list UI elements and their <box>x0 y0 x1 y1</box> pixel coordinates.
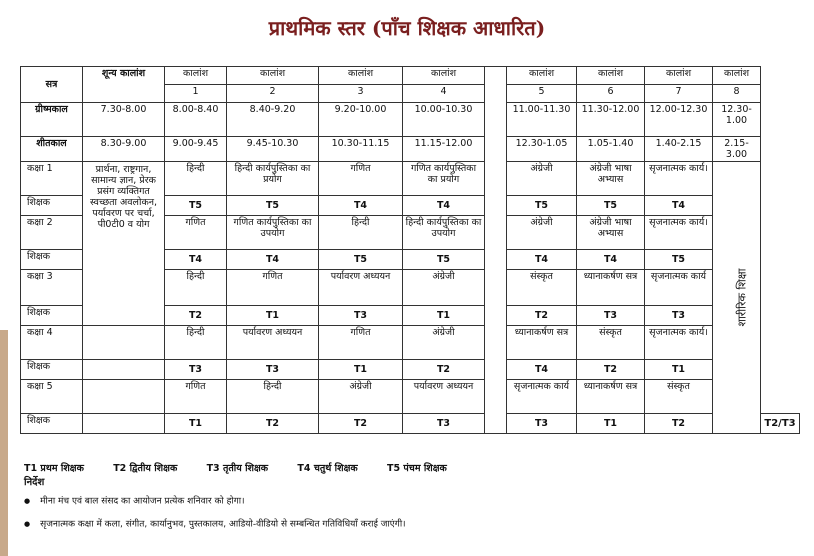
time-cell: 11.15-12.00 <box>403 137 485 162</box>
subject-cell: अंग्रेजी <box>507 216 577 250</box>
subject-cell: संस्कृत <box>577 326 645 360</box>
subject-cell: पर्यावरण अध्ययन <box>319 270 403 306</box>
summer-label: ग्रीष्मकाल <box>21 103 83 137</box>
time-cell: 12.30-1.05 <box>507 137 577 162</box>
subject-cell: संस्कृत <box>507 270 577 306</box>
period-number: 6 <box>577 85 645 103</box>
lunch-break <box>485 67 507 434</box>
teacher-code: T5 <box>645 250 713 270</box>
period-header: कालांश <box>645 67 713 85</box>
subject-cell: गणित <box>165 216 227 250</box>
period-header: कालांश <box>713 67 761 85</box>
subject-cell: सृजनात्मक कार्य <box>507 380 577 414</box>
subject-cell: गणित <box>319 162 403 196</box>
teacher-code: T3 <box>577 306 645 326</box>
subject-cell: सृजनात्मक कार्य <box>645 270 713 306</box>
teacher-code: T2 <box>403 360 485 380</box>
legend-item: T4 चतुर्थ शिक्षक <box>297 463 358 474</box>
period-number: 2 <box>227 85 319 103</box>
teacher-code: T2 <box>227 414 319 434</box>
subject-cell: संस्कृत <box>645 380 713 414</box>
subject-cell: हिन्दी <box>165 162 227 196</box>
period-number: 4 <box>403 85 485 103</box>
time-cell: 8.30-9.00 <box>83 137 165 162</box>
physical-education <box>713 162 761 434</box>
time-cell: 1.40-2.15 <box>645 137 713 162</box>
winter-label: शीतकाल <box>21 137 83 162</box>
subject-cell: हिन्दी कार्यपुस्तिका का प्रयोग <box>227 162 319 196</box>
note-item: ● मीना मंच एवं बाल संसद का आयोजन प्रत्येक शनिवार को होगा। <box>40 490 800 513</box>
time-cell: 8.00-8.40 <box>165 103 227 137</box>
period-number: 7 <box>645 85 713 103</box>
subject-cell: गणित कार्यपुस्तिका का प्रयोग <box>403 162 485 196</box>
subject-cell: अंग्रेजी <box>319 380 403 414</box>
teacher-code: T2 <box>507 306 577 326</box>
teacher-code: T2 <box>577 360 645 380</box>
zero-period-empty <box>83 326 165 360</box>
time-cell: 11.30-12.00 <box>577 103 645 137</box>
teacher-code: T1 <box>577 414 645 434</box>
class-row-4 <box>21 326 800 360</box>
legend-item: T2 द्वितीय शिक्षक <box>113 463 178 474</box>
teacher-code: T5 <box>507 196 577 216</box>
period-header: कालांश <box>165 67 227 85</box>
teacher-label: शिक्षक <box>21 196 83 216</box>
teacher-code: T3 <box>403 414 485 434</box>
subject-cell: गणित <box>227 270 319 306</box>
teacher-code: T1 <box>645 360 713 380</box>
class-label: कक्षा 2 <box>21 216 83 250</box>
teacher-code: T2 <box>645 414 713 434</box>
zero-period-empty <box>83 360 165 380</box>
page-edge <box>0 330 8 556</box>
teacher-code: T4 <box>165 250 227 270</box>
period-header: कालांश <box>403 67 485 85</box>
teacher-code: T3 <box>319 306 403 326</box>
subject-cell: सृजनात्मक कार्य। <box>645 326 713 360</box>
time-cell: 7.30-8.00 <box>83 103 165 137</box>
teacher-label: शिक्षक <box>21 360 83 380</box>
class-label: कक्षा 3 <box>21 270 83 306</box>
physical-education-label: शारीरिक शिक्षा <box>735 267 749 327</box>
teacher-code: T3 <box>165 360 227 380</box>
time-cell: 9.00-9.45 <box>165 137 227 162</box>
period-header: कालांश <box>507 67 577 85</box>
period-header: कालांश <box>577 67 645 85</box>
teacher-row <box>21 360 800 380</box>
period-number: 8 <box>713 85 761 103</box>
period-number: 5 <box>507 85 577 103</box>
teacher-code: T1 <box>227 306 319 326</box>
teacher-code: T4 <box>227 250 319 270</box>
session-header: सत्र <box>21 67 83 103</box>
subject-cell: अंग्रेजी <box>507 162 577 196</box>
subject-cell: अंग्रेजी भाषा अभ्यास <box>577 162 645 196</box>
class-row-1 <box>21 162 800 196</box>
class-label: कक्षा 4 <box>21 326 83 360</box>
legend-item: T1 प्रथम शिक्षक <box>24 463 84 474</box>
subject-cell: अंग्रेजी <box>403 326 485 360</box>
teacher-code: T3 <box>507 414 577 434</box>
teacher-code: T5 <box>577 196 645 216</box>
timetable <box>20 66 800 434</box>
note-item: ● सृजनात्मक कक्षा में कला, संगीत, कार्यानुभव, पुस्तकालय, आडियो-वीडियो से सम्बन्धित गतिविधियाँ कराई जाएंगी। <box>40 513 800 536</box>
teacher-label: शिक्षक <box>21 250 83 270</box>
teacher-label: शिक्षक <box>21 414 83 434</box>
teacher-code: T1 <box>165 414 227 434</box>
page-title: प्राथमिक स्तर (पाँच शिक्षक आधारित) <box>268 16 546 40</box>
time-cell: 2.15-3.00 <box>713 137 761 162</box>
zero-period-empty <box>83 380 165 414</box>
teacher-code: T5 <box>319 250 403 270</box>
teacher-code: T5 <box>227 196 319 216</box>
time-cell: 10.00-10.30 <box>403 103 485 137</box>
class-label: कक्षा 5 <box>21 380 83 414</box>
subject-cell: हिन्दी कार्यपुस्तिका का उपयोग <box>403 216 485 250</box>
class-row-5 <box>21 380 800 414</box>
subject-cell: ध्यानाकर्षण सत्र <box>577 270 645 306</box>
period-number: 1 <box>165 85 227 103</box>
teacher-code: T1 <box>319 360 403 380</box>
period-number: 3 <box>319 85 403 103</box>
time-cell: 12.00-12.30 <box>645 103 713 137</box>
time-cell: 9.45-10.30 <box>227 137 319 162</box>
period-header: कालांश <box>227 67 319 85</box>
subject-cell: सृजनात्मक कार्य। <box>645 162 713 196</box>
teacher-code: T4 <box>507 360 577 380</box>
teacher-code: T1 <box>403 306 485 326</box>
teacher-code: T4 <box>577 250 645 270</box>
period-header: कालांश <box>319 67 403 85</box>
subject-cell: हिन्दी <box>165 326 227 360</box>
teacher-label: शिक्षक <box>21 306 83 326</box>
subject-cell: हिन्दी <box>227 380 319 414</box>
header-row <box>21 67 800 85</box>
teacher-code: T2 <box>165 306 227 326</box>
notes-title: निर्देश <box>24 477 45 488</box>
teacher-code: T5 <box>403 250 485 270</box>
subject-cell: अंग्रेजी भाषा अभ्यास <box>577 216 645 250</box>
subject-cell: हिन्दी <box>165 270 227 306</box>
summer-row <box>21 103 800 137</box>
notes-list <box>40 490 800 535</box>
teacher-row <box>21 414 800 434</box>
subject-cell: ध्यानाकर्षण सत्र <box>507 326 577 360</box>
teacher-code: T2 <box>319 414 403 434</box>
subject-cell: गणित <box>319 326 403 360</box>
teacher-code: T3 <box>645 306 713 326</box>
subject-cell: पर्यावरण अध्ययन <box>403 380 485 414</box>
winter-row <box>21 137 800 162</box>
teacher-code: T4 <box>645 196 713 216</box>
subject-cell: पर्यावरण अध्ययन <box>227 326 319 360</box>
zero-period-activity: प्रार्थना, राष्ट्रगान, सामान्य ज्ञान, प्रेरक प्रसंग व्यक्तिगत स्वच्छता अवलोकन, पर्यावरण पर चर्चा, पी0टी0 व योग <box>83 162 165 326</box>
subject-cell: सृजनात्मक कार्य। <box>645 216 713 250</box>
time-cell: 10.30-11.15 <box>319 137 403 162</box>
teacher-code: T4 <box>403 196 485 216</box>
subject-cell: अंग्रेजी <box>403 270 485 306</box>
class-label: कक्षा 1 <box>21 162 83 196</box>
teacher-code: T4 <box>507 250 577 270</box>
subject-cell: ध्यानाकर्षण सत्र <box>577 380 645 414</box>
zero-period-header: शून्य कालांश <box>83 67 165 103</box>
legend-item: T3 तृतीय शिक्षक <box>206 463 269 474</box>
teacher-code: T5 <box>165 196 227 216</box>
time-cell: 11.00-11.30 <box>507 103 577 137</box>
time-cell: 12.30-1.00 <box>713 103 761 137</box>
time-cell: 8.40-9.20 <box>227 103 319 137</box>
teacher-code: T3 <box>227 360 319 380</box>
zero-period-empty <box>83 414 165 434</box>
subject-cell: गणित <box>165 380 227 414</box>
subject-cell: हिन्दी <box>319 216 403 250</box>
time-cell: 9.20-10.00 <box>319 103 403 137</box>
legend-item: T5 पंचम शिक्षक <box>387 463 447 474</box>
subject-cell: गणित कार्यपुस्तिका का उपयोग <box>227 216 319 250</box>
time-cell: 1.05-1.40 <box>577 137 645 162</box>
teacher-code: T4 <box>319 196 403 216</box>
teacher-code-pe: T2/T3 <box>761 414 800 434</box>
teacher-legend <box>24 461 804 474</box>
